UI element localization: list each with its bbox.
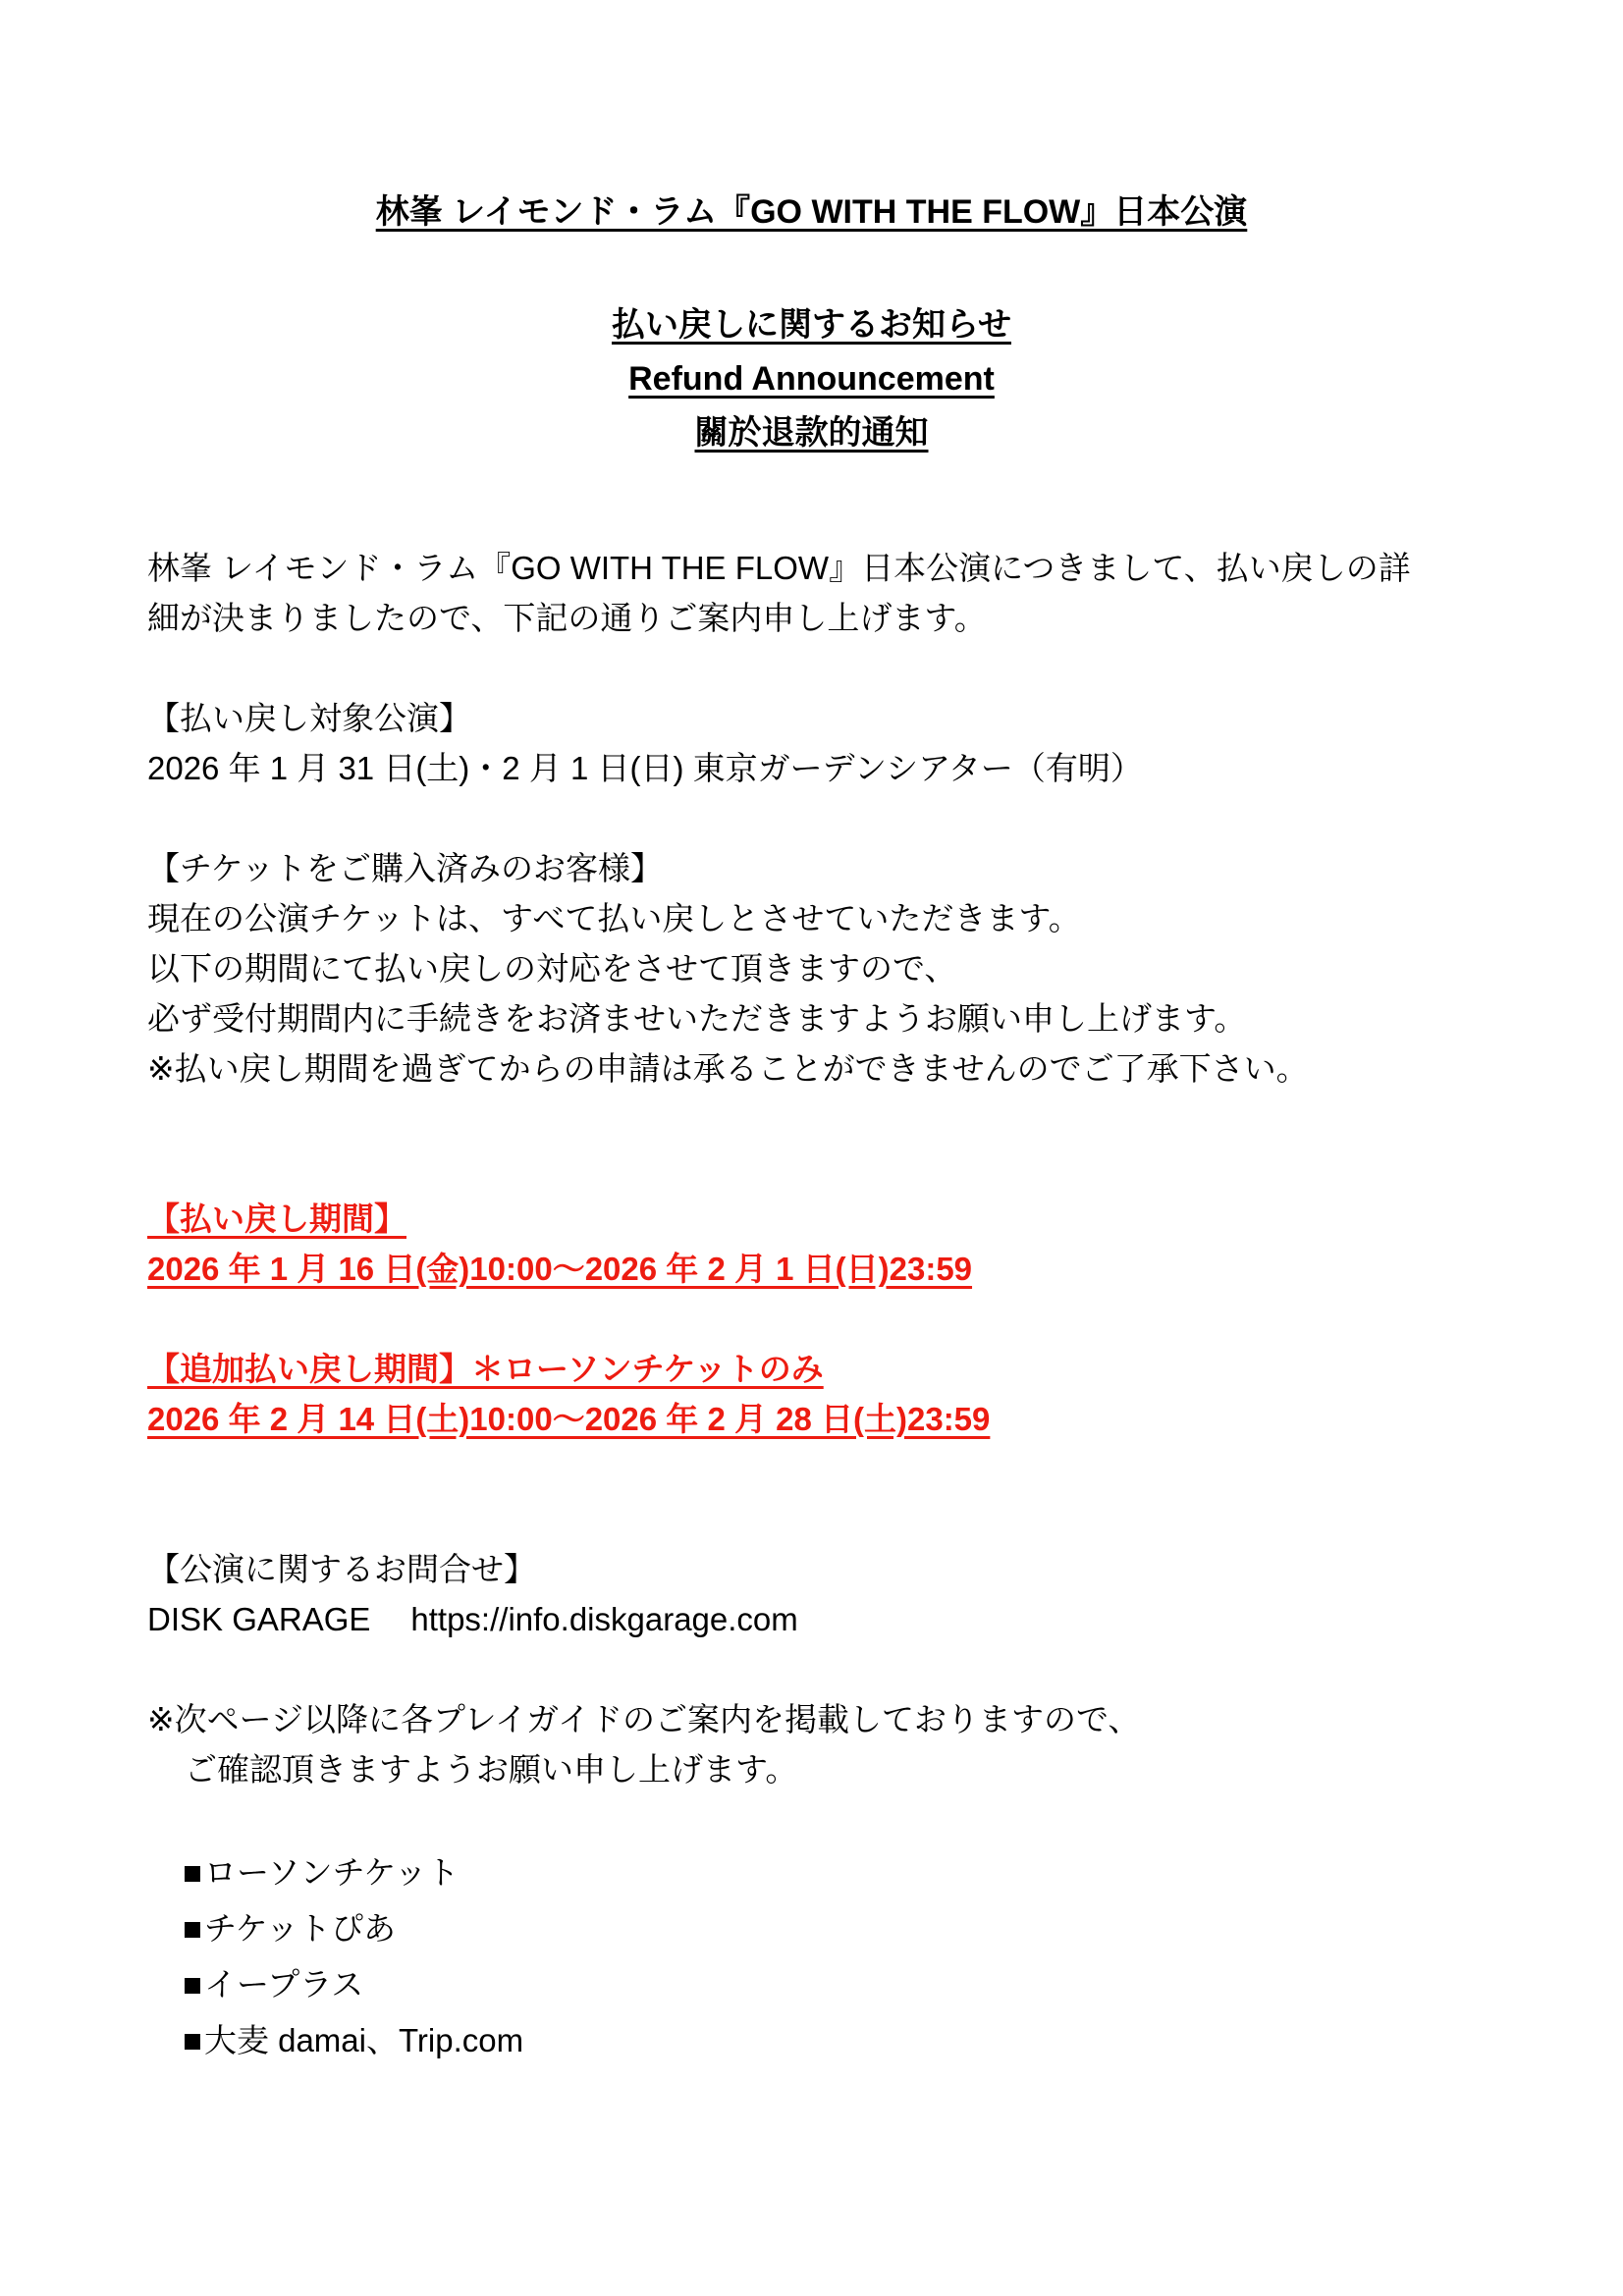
page-title-text: 林峯 レイモンド・ラム『GO WITH THE FLOW』日本公演 xyxy=(375,193,1248,231)
subtitle-ja: 払い戻しに関するお知らせ xyxy=(612,306,1011,344)
square-bullet-icon: ■ xyxy=(183,1966,202,2002)
playguide-label: 大麦 damai、Trip.com xyxy=(203,2022,524,2058)
additional-refund-period-dates: 2026 年 2 月 14 日(土)10:00～2026 年 2 月 28 日(土)23:59 xyxy=(147,1401,991,1437)
page-title xyxy=(147,187,1476,238)
square-bullet-icon: ■ xyxy=(183,2022,202,2058)
inquiry-contact-url[interactable]: https://info.diskgarage.com xyxy=(410,1601,798,1637)
refund-period-heading: 【払い戻し期間】 xyxy=(147,1201,406,1237)
section-note xyxy=(147,1694,1476,1794)
purchasers-heading: 【チケットをご購入済みのお客様】 xyxy=(147,850,664,886)
note-line-1: ※次ページ以降に各プレイガイドのご案内を掲載しておりますので、 xyxy=(147,1701,1141,1737)
subtitle-zh: 關於退款的通知 xyxy=(694,414,929,452)
section-refund-period xyxy=(147,1194,1476,1294)
intro-line-1: 林峯 レイモンド・ラム『GO WITH THE FLOW』日本公演につきまして、払い戻しの詳 xyxy=(147,550,1411,586)
purchasers-line-1: 現在の公演チケットは、すべて払い戻しとさせていただきます。 xyxy=(147,900,1081,936)
subtitle-block xyxy=(147,298,1476,460)
additional-refund-period-heading: 【追加払い戻し期間】＊ローソンチケットのみ xyxy=(147,1351,824,1387)
refund-period-dates: 2026 年 1 月 16 日(金)10:00～2026 年 2 月 1 日(日)23:59 xyxy=(147,1251,973,1287)
playguide-item-eplus xyxy=(183,1956,1476,2012)
note-line-2: ご確認頂きますようお願い申し上げます。 xyxy=(185,1751,798,1788)
playguide-item-pia xyxy=(183,1900,1476,1956)
intro-paragraph xyxy=(147,543,1476,643)
playguide-list xyxy=(147,1844,1476,2068)
playguide-label: チケットぴあ xyxy=(203,1910,396,1947)
purchasers-line-2: 以下の期間にて払い戻しの対応をさせて頂きますので、 xyxy=(147,950,957,987)
section-additional-refund-period xyxy=(147,1344,1476,1444)
purchasers-line-3: 必ず受付期間内に手続きをお済ませいただきますようお願い申し上げます。 xyxy=(147,1000,1247,1037)
refund-target-heading: 【払い戻し対象公演】 xyxy=(147,700,471,736)
playguide-label: イープラス xyxy=(203,1966,364,2002)
section-refund-target xyxy=(147,693,1476,793)
playguide-item-lawson xyxy=(183,1844,1476,1900)
playguide-label: ローソンチケット xyxy=(203,1854,460,1891)
inquiry-contact-name: DISK GARAGE xyxy=(147,1601,371,1637)
section-inquiry xyxy=(147,1544,1476,1644)
intro-line-2: 細が決まりましたので、下記の通りご案内申し上げます。 xyxy=(147,600,987,636)
subtitle-en: Refund Announcement xyxy=(628,360,995,398)
square-bullet-icon: ■ xyxy=(183,1854,202,1891)
document-body xyxy=(147,543,1476,2068)
inquiry-heading: 【公演に関するお問合せ】 xyxy=(147,1551,536,1587)
inquiry-contact-line xyxy=(147,1594,1476,1644)
playguide-item-damai-trip xyxy=(183,2012,1476,2068)
section-purchasers xyxy=(147,843,1476,1094)
refund-target-schedule: 2026 年 1 月 31 日(土)・2 月 1 日(日) 東京ガーデンシアター（有明） xyxy=(147,750,1143,786)
square-bullet-icon: ■ xyxy=(183,1910,202,1947)
purchasers-line-4: ※払い戻し期間を過ぎてからの申請は承ることができませんのでご了承下さい。 xyxy=(147,1050,1309,1087)
